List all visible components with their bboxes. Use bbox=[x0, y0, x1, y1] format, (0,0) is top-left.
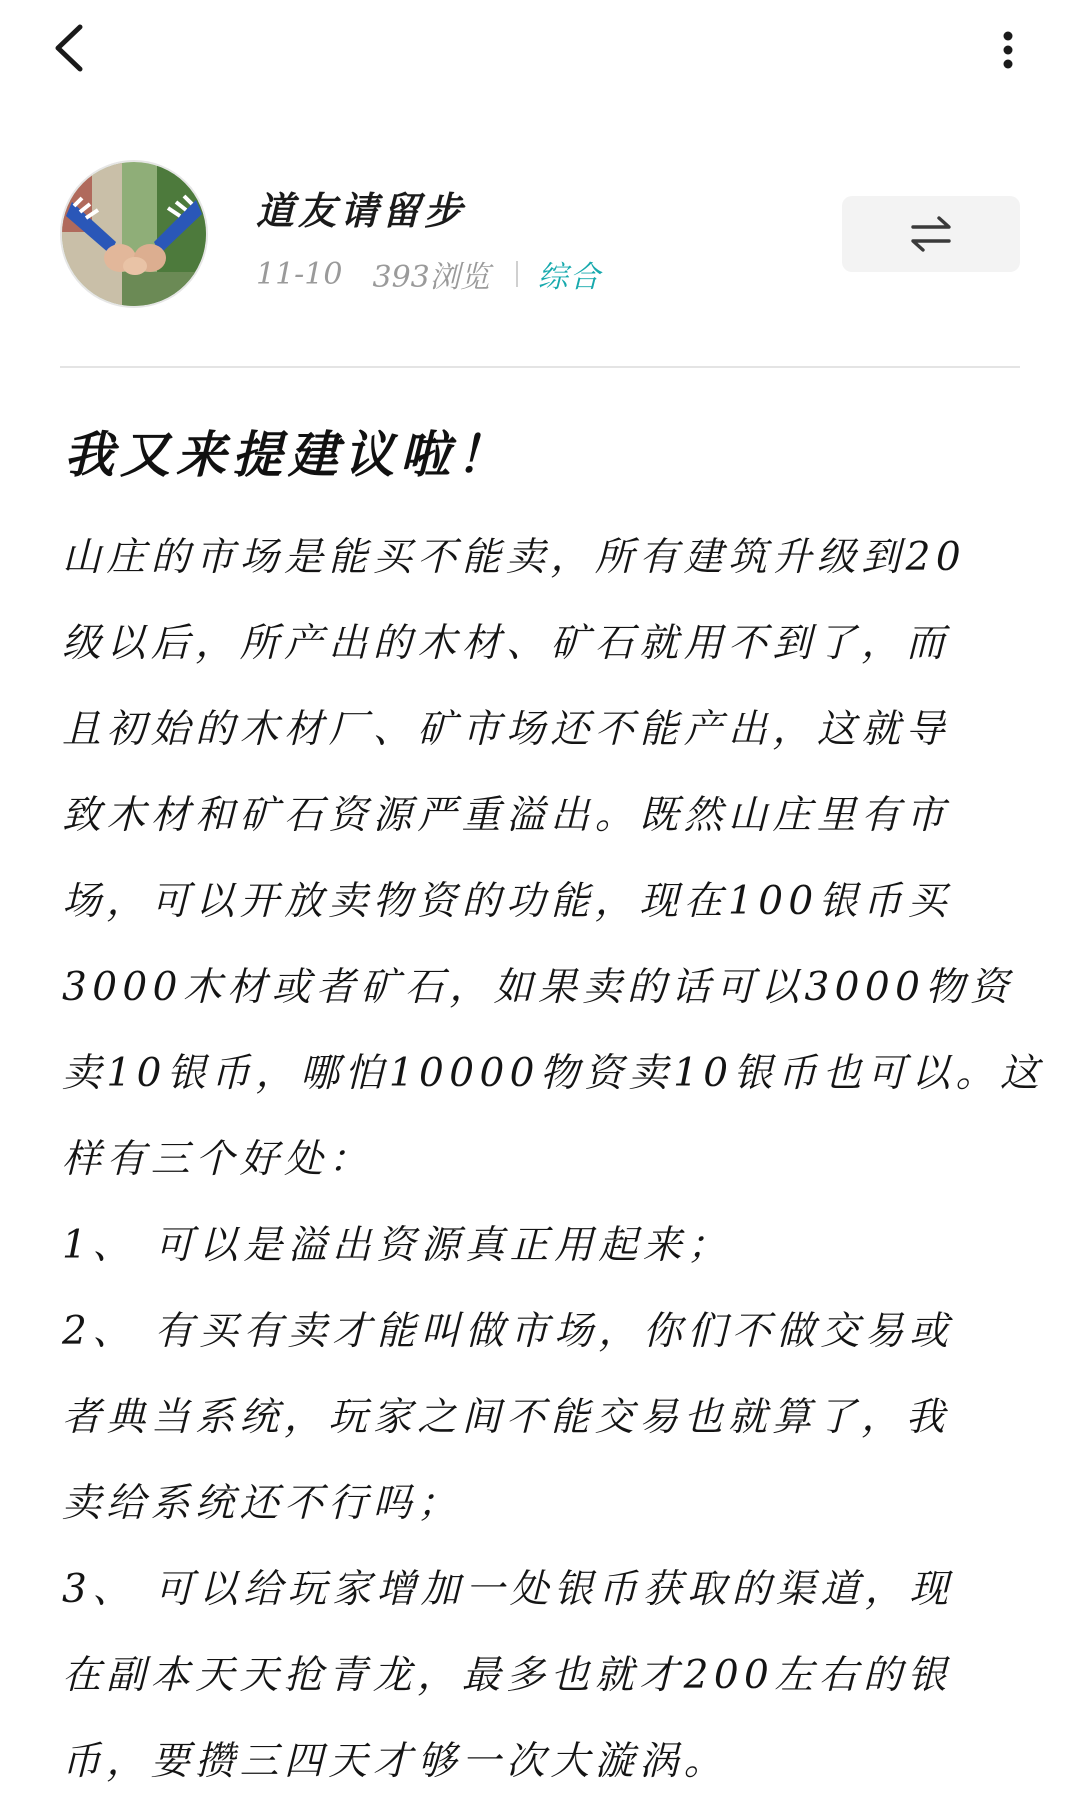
more-options-button[interactable] bbox=[988, 22, 1028, 78]
body-line: 卖给系统还不行吗； bbox=[62, 1481, 462, 1526]
category-link[interactable]: 综合 bbox=[537, 260, 602, 295]
body-line: 山庄的市场是能买不能卖，所有建筑升级到20 bbox=[62, 535, 967, 580]
meta-separator bbox=[516, 261, 518, 287]
post-body bbox=[62, 523, 1045, 1813]
body-line: 者典当系统，玩家之间不能交易也就算了，我 bbox=[62, 1395, 951, 1440]
body-line: 3000木材或者矿石，如果卖的话可以3000物资 bbox=[62, 965, 1015, 1010]
body-line: 在副本天天抢青龙，最多也就才200左右的银 bbox=[62, 1653, 952, 1698]
author-section bbox=[60, 160, 1020, 310]
body-line: 级以后，所产出的木材、矿石就用不到了，而 bbox=[62, 621, 951, 666]
back-button[interactable] bbox=[44, 18, 94, 78]
post-date: 11-10 bbox=[256, 256, 343, 292]
body-line: 3、 可以给玩家增加一处银币获取的渠道，现 bbox=[62, 1567, 954, 1612]
avatar[interactable] bbox=[60, 160, 208, 308]
body-line: 卖10银币，哪怕10000物资卖10银币也可以。这 bbox=[62, 1051, 1045, 1096]
body-line: 1、 可以是溢出资源真正用起来； bbox=[62, 1223, 732, 1268]
body-line: 样有三个好处： bbox=[62, 1137, 373, 1182]
body-line: 场，可以开放卖物资的功能，现在100银币买 bbox=[62, 879, 952, 924]
body-line: 且初始的木材厂、矿市场还不能产出，这就导 bbox=[62, 707, 951, 752]
body-line: 致木材和矿石资源严重溢出。既然山庄里有市 bbox=[62, 793, 951, 838]
avatar-image bbox=[62, 162, 206, 306]
chevron-left-icon bbox=[52, 23, 86, 73]
post-meta bbox=[256, 252, 602, 296]
swap-arrows-icon bbox=[909, 214, 953, 254]
author-name[interactable]: 道友请留步 bbox=[256, 188, 467, 233]
post-title: 我又来提建议啦！ bbox=[64, 425, 512, 484]
top-bar bbox=[0, 0, 1080, 100]
vertical-dots-icon bbox=[1001, 28, 1015, 72]
view-count: 393浏览 bbox=[372, 260, 490, 295]
body-line: 2、 有买有卖才能叫做市场，你们不做交易或 bbox=[62, 1309, 954, 1354]
body-line: 币，要攒三四天才够一次大漩涡。 bbox=[62, 1739, 729, 1784]
header-divider bbox=[60, 366, 1020, 368]
switch-button[interactable] bbox=[842, 196, 1020, 272]
